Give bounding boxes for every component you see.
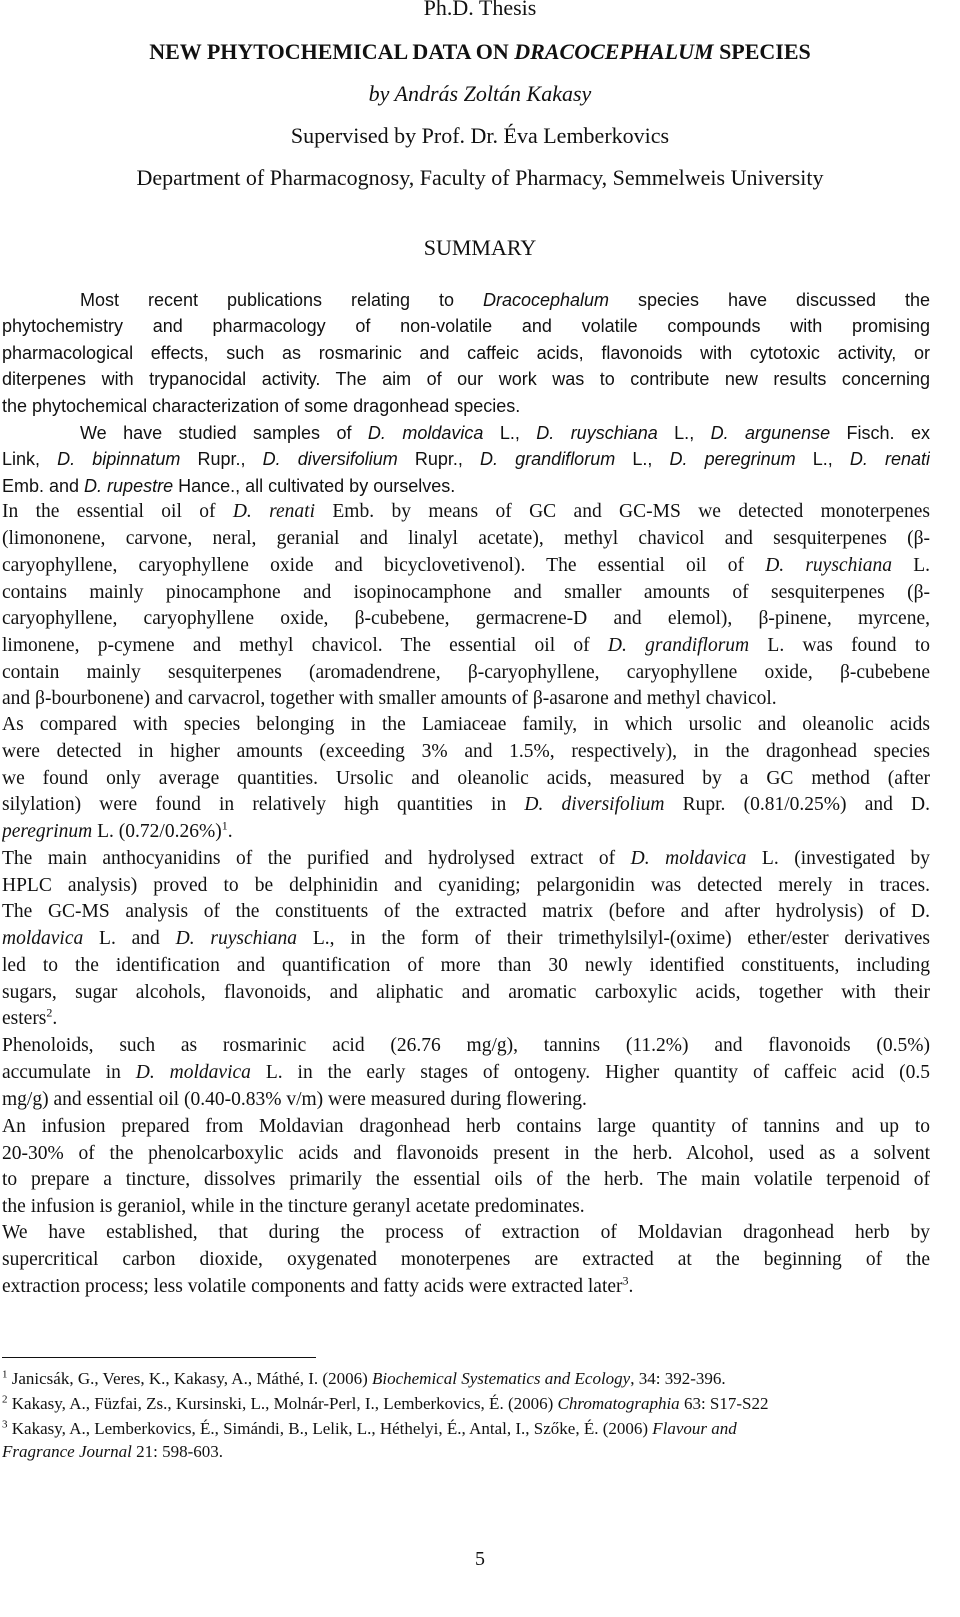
body-line: were detected in higher amounts (exceeding 3% and 1.5%, respectively), in the dragonhead species [2, 741, 930, 762]
body-line: caryophyllene, caryophyllene oxide and bicyclovetivenol). The essential oil of D. ruyschiana L. [2, 555, 930, 576]
italic-term: D. ruyschiana [536, 423, 658, 443]
title-prefix: NEW PHYTOCHEMICAL DATA ON [149, 39, 515, 64]
body-line: contain mainly sesquiterpenes (aromadendrene, β-caryophyllene, caryophyllene oxide, β-cubebene [2, 662, 930, 683]
body-line: As compared with species belonging in the Lamiaceae family, in which ursolic and oleanolic acids [2, 714, 930, 735]
body-line: We have studied samples of D. moldavica L., D. ruyschiana L., D. argunense Fisch. ex [80, 423, 930, 443]
italic-term: D. diversifolium [524, 794, 665, 815]
body-line: led to the identification and quantification of more than 30 newly identified constituents, including [2, 955, 930, 976]
thesis-title [0, 38, 960, 66]
body-line: The GC-MS analysis of the constituents of the extracted matrix (before and after hydrolysis) of D. [2, 901, 930, 922]
body-line: Link, D. bipinnatum Rupr., D. diversifolium Rupr., D. grandiflorum L., D. peregrinum L., D. renati [2, 449, 930, 469]
italic-term: Biochemical Systematics and Ecology [371, 1369, 631, 1388]
author-line: by András Zoltán Kakasy [368, 81, 592, 106]
summary-heading: SUMMARY [423, 235, 537, 260]
footnote-marker: 2 [2, 1393, 8, 1406]
body-line: The main anthocyanidins of the purified and hydrolysed extract of D. moldavica L. (investigated by [2, 848, 930, 869]
footnote-line: $^3$ Kakasy, A., Lemberkovics, É., Simándi, B., Lelik, L., Héthelyi, É., Antal, I., Szőke, É. (2006) Flavour and [2, 1418, 737, 1438]
body-line: HPLC analysis) proved to be delphinidin and cyaniding; pelargonidin was detected merely in traces. [2, 875, 930, 896]
body-line: the phytochemical characterization of some dragonhead species. [2, 396, 521, 416]
body-line: limonene, p-cymene and methyl chavicol. The essential oil of D. grandiflorum L. was found to [2, 635, 930, 656]
body-line: to prepare a tincture, dissolves primarily the essential oils of the herb. The main volatile terpenoid of [2, 1169, 930, 1190]
italic-term: Chromatographia [557, 1394, 680, 1413]
body-line: phytochemistry and pharmacology of non-volatile and volatile compounds with promising [2, 316, 930, 336]
footnote-line: $^1$ Janicsák, G., Veres, K., Kakasy, A., Máthé, I. (2006) Biochemical Systematics and Ecology, 34: 392-396. [2, 1368, 726, 1388]
italic-term: D. ruyschiana [765, 555, 893, 576]
supervisor-line: Supervised by Prof. Dr. Éva Lemberkovics [290, 123, 670, 148]
italic-term: Fragrance Journal [2, 1442, 132, 1461]
footnote-marker: 3 [622, 1274, 629, 1288]
footnote-marker: 1 [221, 819, 228, 833]
footnote-marker: 1 [2, 1368, 8, 1381]
body-line: supercritical carbon dioxide, oxygenated monoterpenes are extracted at the beginning of the [2, 1249, 930, 1270]
body-line: Emb. and D. rupestre Hance., all cultivated by ourselves. [2, 476, 456, 496]
body-line: 20-30% of the phenolcarboxylic acids and flavonoids present in the herb. Alcohol, used as a solvent [2, 1143, 930, 1164]
italic-term: D. moldavica [135, 1062, 251, 1083]
body-line: peregrinum L. $(0.72/0.26\%)^1$. [2, 819, 233, 842]
title-suffix: SPECIES [713, 39, 811, 64]
footnote-divider [2, 1357, 316, 1358]
italic-term: D. renati [849, 449, 930, 469]
body-line: An infusion prepared from Moldavian dragonhead herb contains large quantity of tannins and up to [2, 1116, 930, 1137]
body-line: the infusion is geraniol, while in the tincture geranyl acetate predominates. [2, 1196, 585, 1217]
body-line: (limononene, carvone, neral, geranial and linalyl acetate), methyl chavicol and sesquiterpenes (β- [2, 528, 930, 549]
body-line: caryophyllene, caryophyllene oxide, β-cubebene, germacrene-D and elemol), β-pinene, myrcene, [2, 608, 930, 629]
thesis-label: Ph.D. Thesis [423, 0, 537, 20]
body-line: we found only average quantities. Ursolic and oleanolic acids, measured by a GC method (after [2, 768, 930, 789]
body-line: We have established, that during the process of extraction of Moldavian dragonhead herb by [2, 1222, 930, 1243]
body-line: contains mainly pinocamphone and isopinocamphone and smaller amounts of sesquiterpenes (β- [2, 582, 930, 603]
body-line: accumulate in D. moldavica L. in the early stages of ontogeny. Higher quantity of caffeic acid (0.5 [2, 1062, 930, 1083]
italic-term: D. bipinnatum [57, 449, 181, 469]
italic-term: D. peregrinum [669, 449, 796, 469]
italic-term: D. renati [232, 501, 316, 522]
body-line: extraction process; less volatile components and fatty acids were extracted later$^3$. [2, 1274, 634, 1297]
italic-term: peregrinum [2, 821, 93, 842]
italic-term: D. argunense [710, 423, 831, 443]
footnote-line: $^2$ Kakasy, A., Füzfai, Zs., Kursinski, L., Molnár-Perl, I., Lemberkovics, É. (2006) Chromatographia 63: S17-S22 [2, 1393, 769, 1413]
body-line: pharmacological effects, such as rosmarinic and caffeic acids, flavonoids with cytotoxic activity, or [2, 343, 930, 363]
italic-term: Flavour and [652, 1419, 737, 1438]
title-genus: DRACOCEPHALUM [514, 39, 714, 64]
page-number: 5 [475, 1548, 485, 1570]
body-line: moldavica L. and D. ruyschiana L., in the form of their trimethylsilyl-(oxime) ether/ester derivatives [2, 928, 930, 949]
body-line: Phenoloids, such as rosmarinic acid (26.76 mg/g), tannins (11.2%) and flavonoids (0.5%) [2, 1035, 930, 1056]
footnote-line: Fragrance Journal 21: 598-603. [2, 1442, 223, 1461]
italic-term: D. moldavica [630, 848, 747, 869]
italic-term: D. moldavica [367, 423, 484, 443]
body-line: and β-bourbonene) and carvacrol, together with smaller amounts of β-asarone and methyl chavicol. [2, 688, 777, 709]
body-line: sugars, sugar alcohols, flavonoids, and aliphatic and aromatic carboxylic acids, together with their [2, 982, 930, 1003]
italic-term: D. grandiflorum [607, 635, 750, 656]
footnote-marker: 2 [46, 1006, 53, 1020]
body-line: Most recent publications relating to Dracocephalum species have discussed the [80, 290, 930, 310]
body-line: diterpenes with trypanocidal activity. The aim of our work was to contribute new results concerning [2, 369, 930, 389]
italic-term: moldavica [2, 928, 84, 949]
body-line: In the essential oil of D. renati Emb. by means of GC and GC-MS we detected monoterpenes [2, 501, 930, 522]
body-line: esters$^2$. [2, 1006, 58, 1029]
italic-term: D. rupestre [84, 476, 174, 496]
italic-term: Dracocephalum [482, 290, 610, 310]
footnote-marker: 3 [2, 1418, 8, 1431]
body-line: mg/g) and essential oil (0.40-0.83% v/m) were measured during flowering. [2, 1089, 587, 1110]
body-line: silylation) were found in relatively high quantities in D. diversifolium Rupr. (0.81/0.25%) and D. [2, 794, 930, 815]
department-line: Department of Pharmacognosy, Faculty of Pharmacy, Semmelweis University [136, 165, 824, 190]
italic-term: D. ruyschiana [175, 928, 298, 949]
italic-term: D. grandiflorum [480, 449, 616, 469]
italic-term: D. diversifolium [262, 449, 398, 469]
